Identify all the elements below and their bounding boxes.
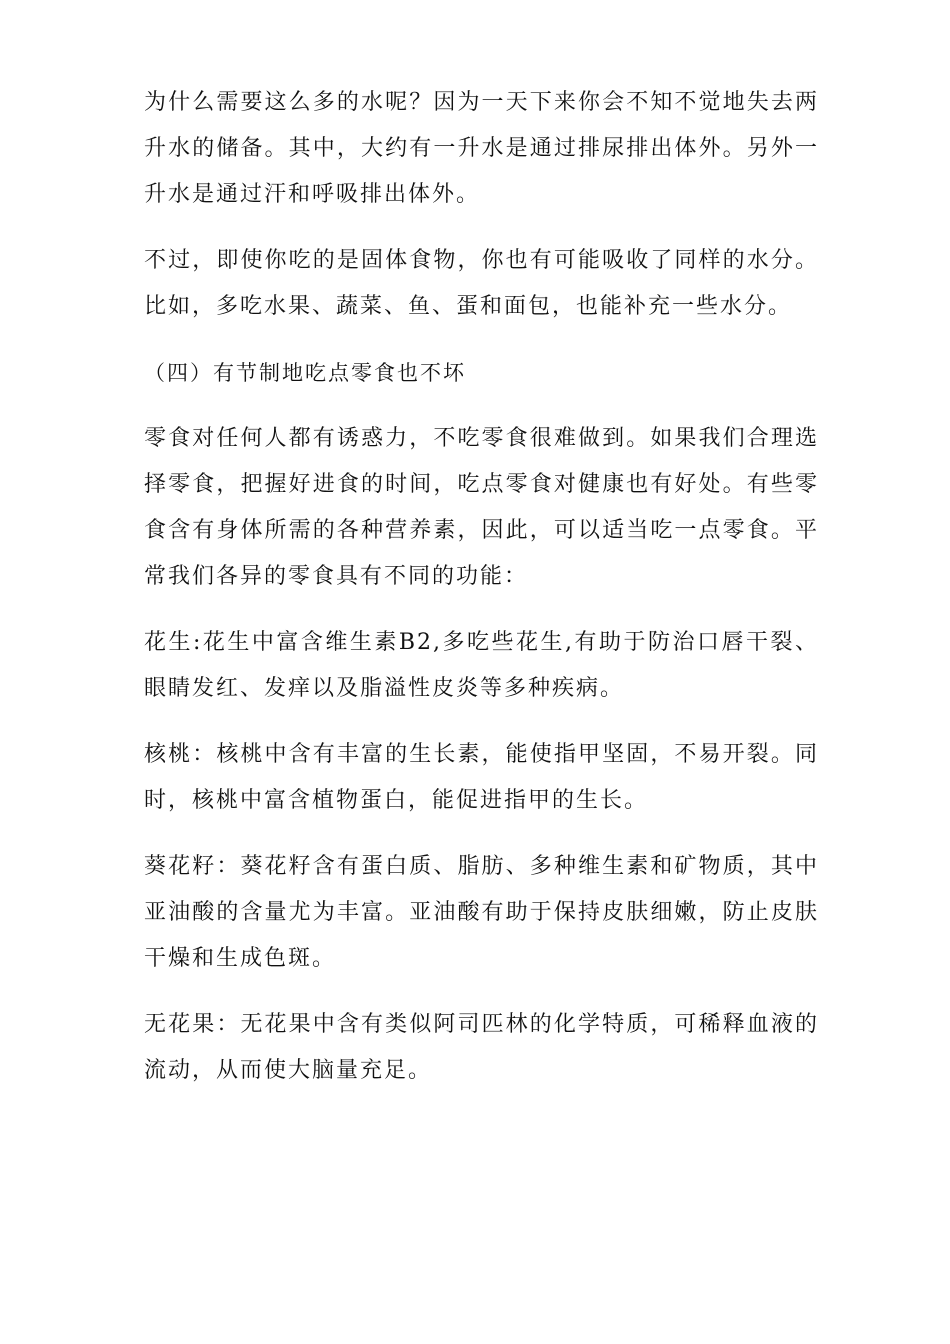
paragraph-fig: 无花果：无花果中含有类似阿司匹林的化学特质，可稀释血液的流动，从而使大脑量充足。 [144, 1012, 819, 1083]
paragraph-water-loss: 为什么需要这么多的水呢？因为一天下来你会不知不觉地失去两升水的储备。其中，大约有一升水是通过排尿排出体外。另外一升水是通过汗和呼吸排出体外。 [144, 90, 819, 207]
paragraph-solid-food-water: 不过，即使你吃的是固体食物，你也有可能吸收了同样的水分。比如，多吃水果、蔬菜、鱼、蛋和面包，也能补充一些水分。 [144, 248, 819, 319]
paragraph-sunflower-seed: 葵花籽：葵花籽含有蛋白质、脂肪、多种维生素和矿物质，其中亚油酸的含量尤为丰富。亚油酸有助于保持皮肤细嫩，防止皮肤干燥和生成色斑。 [144, 854, 819, 971]
paragraph-peanut: 花生:花生中富含维生素B2,多吃些花生,有助于防治口唇干裂、眼睛发红、发痒以及脂溢性皮炎等多种疾病。 [144, 630, 819, 701]
section-heading-snacks: （四）有节制地吃点零食也不坏 [144, 361, 466, 385]
paragraph-snacks-intro: 零食对任何人都有诱惑力，不吃零食很难做到。如果我们合理选择零食，把握好进食的时间，吃点零食对健康也有好处。有些零食含有身体所需的各种营养素，因此，可以适当吃一点零食。平常我们各异的零食具有不同的功能： [144, 426, 819, 589]
paragraph-walnut: 核桃：核桃中含有丰富的生长素，能使指甲坚固，不易开裂。同时，核桃中富含植物蛋白，能促进指甲的生长。 [144, 742, 819, 813]
document-page [144, 80, 819, 1114]
